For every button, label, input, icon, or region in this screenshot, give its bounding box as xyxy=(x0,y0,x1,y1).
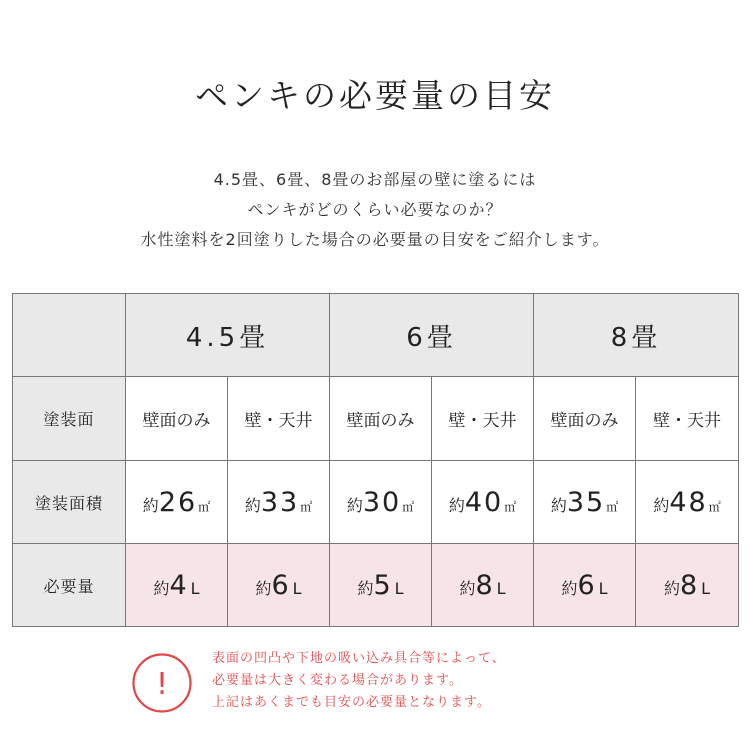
intro-text xyxy=(0,165,750,255)
amount-value: 8 xyxy=(475,569,495,601)
surface-cell: 壁・天井 xyxy=(636,377,739,461)
warning-glyph: ! xyxy=(155,667,169,702)
paint-amount-table xyxy=(12,293,739,627)
approx-prefix: 約 xyxy=(653,495,670,515)
table-corner xyxy=(13,294,126,377)
area-cell xyxy=(432,461,534,544)
area-unit: ㎡ xyxy=(402,499,415,514)
intro-line: ペンキがどのくらい必要なのか？ xyxy=(247,200,503,219)
intro-line: 水性塗料を2回塗りした場合の必要量の目安をご紹介します。 xyxy=(140,230,610,249)
amount-value: 6 xyxy=(577,569,597,601)
amount-unit: L xyxy=(394,578,404,598)
area-cell xyxy=(228,461,330,544)
amount-value: 6 xyxy=(271,569,291,601)
area-cell xyxy=(636,461,739,544)
surface-cell: 壁・天井 xyxy=(432,377,534,461)
approx-prefix: 約 xyxy=(357,578,374,598)
area-cell xyxy=(330,461,432,544)
area-unit: ㎡ xyxy=(198,499,211,514)
approx-prefix: 約 xyxy=(153,578,170,598)
amount-cell xyxy=(330,544,432,627)
area-unit: ㎡ xyxy=(708,499,721,514)
area-value: 33 xyxy=(260,486,300,518)
approx-prefix: 約 xyxy=(244,495,261,515)
notice-line: 上記はあくまでも目安の必要量となります。 xyxy=(212,695,491,710)
amount-unit: L xyxy=(496,578,506,598)
area-value: 26 xyxy=(158,486,198,518)
approx-prefix: 約 xyxy=(448,495,465,515)
amount-value: 5 xyxy=(373,569,393,601)
amount-unit: L xyxy=(292,578,302,598)
area-value: 40 xyxy=(464,486,504,518)
surface-cell: 壁・天井 xyxy=(228,377,330,461)
warning-icon xyxy=(131,652,193,714)
amount-value: 8 xyxy=(679,569,700,601)
approx-prefix: 約 xyxy=(255,578,272,598)
page-title: ペンキの必要量の目安 xyxy=(195,76,555,115)
area-value: 30 xyxy=(362,486,402,518)
amount-value: 4 xyxy=(169,569,189,601)
notice-line: 必要量は大きく変わる場合があります。 xyxy=(212,673,463,688)
area-value: 48 xyxy=(669,486,708,518)
area-unit: ㎡ xyxy=(606,499,619,514)
row-label-surface: 塗装面 xyxy=(13,377,126,461)
approx-prefix: 約 xyxy=(459,578,476,598)
area-unit: ㎡ xyxy=(504,499,517,514)
amount-cell xyxy=(534,544,636,627)
row-label-amount: 必要量 xyxy=(13,544,126,627)
amount-unit: L xyxy=(701,578,711,598)
area-cell xyxy=(534,461,636,544)
amount-unit: L xyxy=(190,578,200,598)
area-value: 35 xyxy=(566,486,606,518)
intro-line: 4.5畳、6畳、8畳のお部屋の壁に塗るには xyxy=(213,170,537,189)
approx-prefix: 約 xyxy=(142,495,159,515)
amount-cell xyxy=(636,544,739,627)
room-header-8: 8畳 xyxy=(534,294,739,377)
approx-prefix: 約 xyxy=(550,495,567,515)
amount-cell xyxy=(432,544,534,627)
surface-cell: 壁面のみ xyxy=(534,377,636,461)
approx-prefix: 約 xyxy=(663,578,680,598)
surface-cell: 壁面のみ xyxy=(126,377,228,461)
amount-cell xyxy=(126,544,228,627)
approx-prefix: 約 xyxy=(346,495,363,515)
amount-cell xyxy=(228,544,330,627)
room-header-6: 6畳 xyxy=(330,294,534,377)
notice-text xyxy=(212,648,506,714)
notice-line: 表面の凹凸や下地の吸い込み具合等によって、 xyxy=(212,651,506,666)
room-header-4-5: 4.5畳 xyxy=(126,294,330,377)
area-cell xyxy=(126,461,228,544)
area-unit: ㎡ xyxy=(300,499,313,514)
approx-prefix: 約 xyxy=(561,578,578,598)
amount-unit: L xyxy=(598,578,608,598)
surface-cell: 壁面のみ xyxy=(330,377,432,461)
row-label-area: 塗装面積 xyxy=(13,461,126,544)
